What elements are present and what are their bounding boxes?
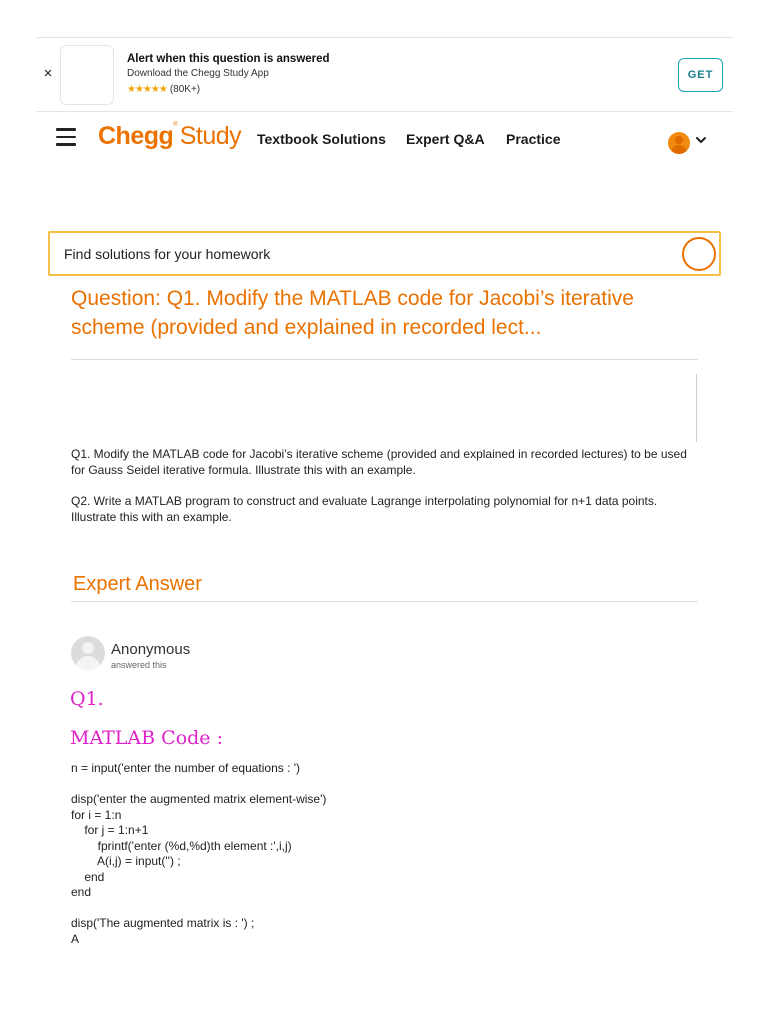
answer-heading-q1: Q1. bbox=[70, 688, 104, 710]
anonymous-avatar-icon bbox=[71, 636, 105, 670]
banner-subtitle: Download the Chegg Study App bbox=[127, 68, 269, 79]
nav-practice[interactable]: Practice bbox=[506, 131, 561, 147]
banner-bottom-divider bbox=[36, 111, 733, 112]
banner-rating bbox=[127, 84, 200, 95]
star-rating-icon: ★★★★★ bbox=[127, 84, 167, 95]
matlab-code-block: n = input('enter the number of equations : ') disp('enter the augmented matrix element-wise') for i = 1:n for j = 1:n+1 fprintf('enter (%d,%d)th element :',i,j) A(i,j) = input('') ; end end disp('The augmented matrix is : ') ; A bbox=[71, 761, 327, 946]
chegg-study-logo[interactable] bbox=[98, 122, 241, 154]
question-title: Question: Q1. Modify the MATLAB code for Jacobi’s iterative scheme (provided and explained in recorded lect... bbox=[71, 287, 634, 339]
search-bar bbox=[48, 231, 721, 276]
answer-author-subtitle: answered this bbox=[111, 660, 167, 670]
content-scroll-edge bbox=[696, 374, 697, 442]
question-text-q2: Q2. Write a MATLAB program to construct and evaluate Lagrange interpolating polynomial for n+1 data points. Illustrate this with an example. bbox=[71, 494, 658, 524]
banner-title: Alert when this question is answered bbox=[127, 53, 330, 65]
answer-divider bbox=[71, 601, 698, 602]
question-text-q1: Q1. Modify the MATLAB code for Jacobi’s iterative scheme (provided and explained in recorded lectures) to be used for Gauss Seidel iterative formula. Illustrate this with an example. bbox=[71, 447, 687, 477]
close-banner-button[interactable]: × bbox=[43, 65, 53, 82]
search-input[interactable] bbox=[64, 233, 664, 274]
nav-textbook-solutions[interactable]: Textbook Solutions bbox=[257, 131, 386, 147]
get-app-button[interactable]: GET bbox=[678, 58, 723, 92]
logo-chegg-text: Chegg bbox=[98, 122, 174, 150]
rating-count: (80K+) bbox=[169, 84, 201, 95]
logo-study-text: Study bbox=[179, 122, 242, 150]
answer-heading-matlab-code: MATLAB Code : bbox=[70, 727, 223, 749]
banner-top-divider bbox=[36, 37, 733, 38]
user-avatar[interactable] bbox=[668, 132, 690, 154]
hamburger-menu-icon[interactable] bbox=[56, 128, 76, 146]
answer-author: Anonymous bbox=[111, 641, 191, 658]
question-divider bbox=[71, 359, 698, 360]
search-icon[interactable] bbox=[682, 237, 716, 271]
logo-registered-mark: ® bbox=[173, 122, 178, 128]
expert-answer-heading: Expert Answer bbox=[73, 573, 202, 595]
app-icon bbox=[60, 45, 114, 105]
chevron-down-icon[interactable] bbox=[694, 133, 708, 147]
nav-expert-qa[interactable]: Expert Q&A bbox=[406, 131, 485, 147]
